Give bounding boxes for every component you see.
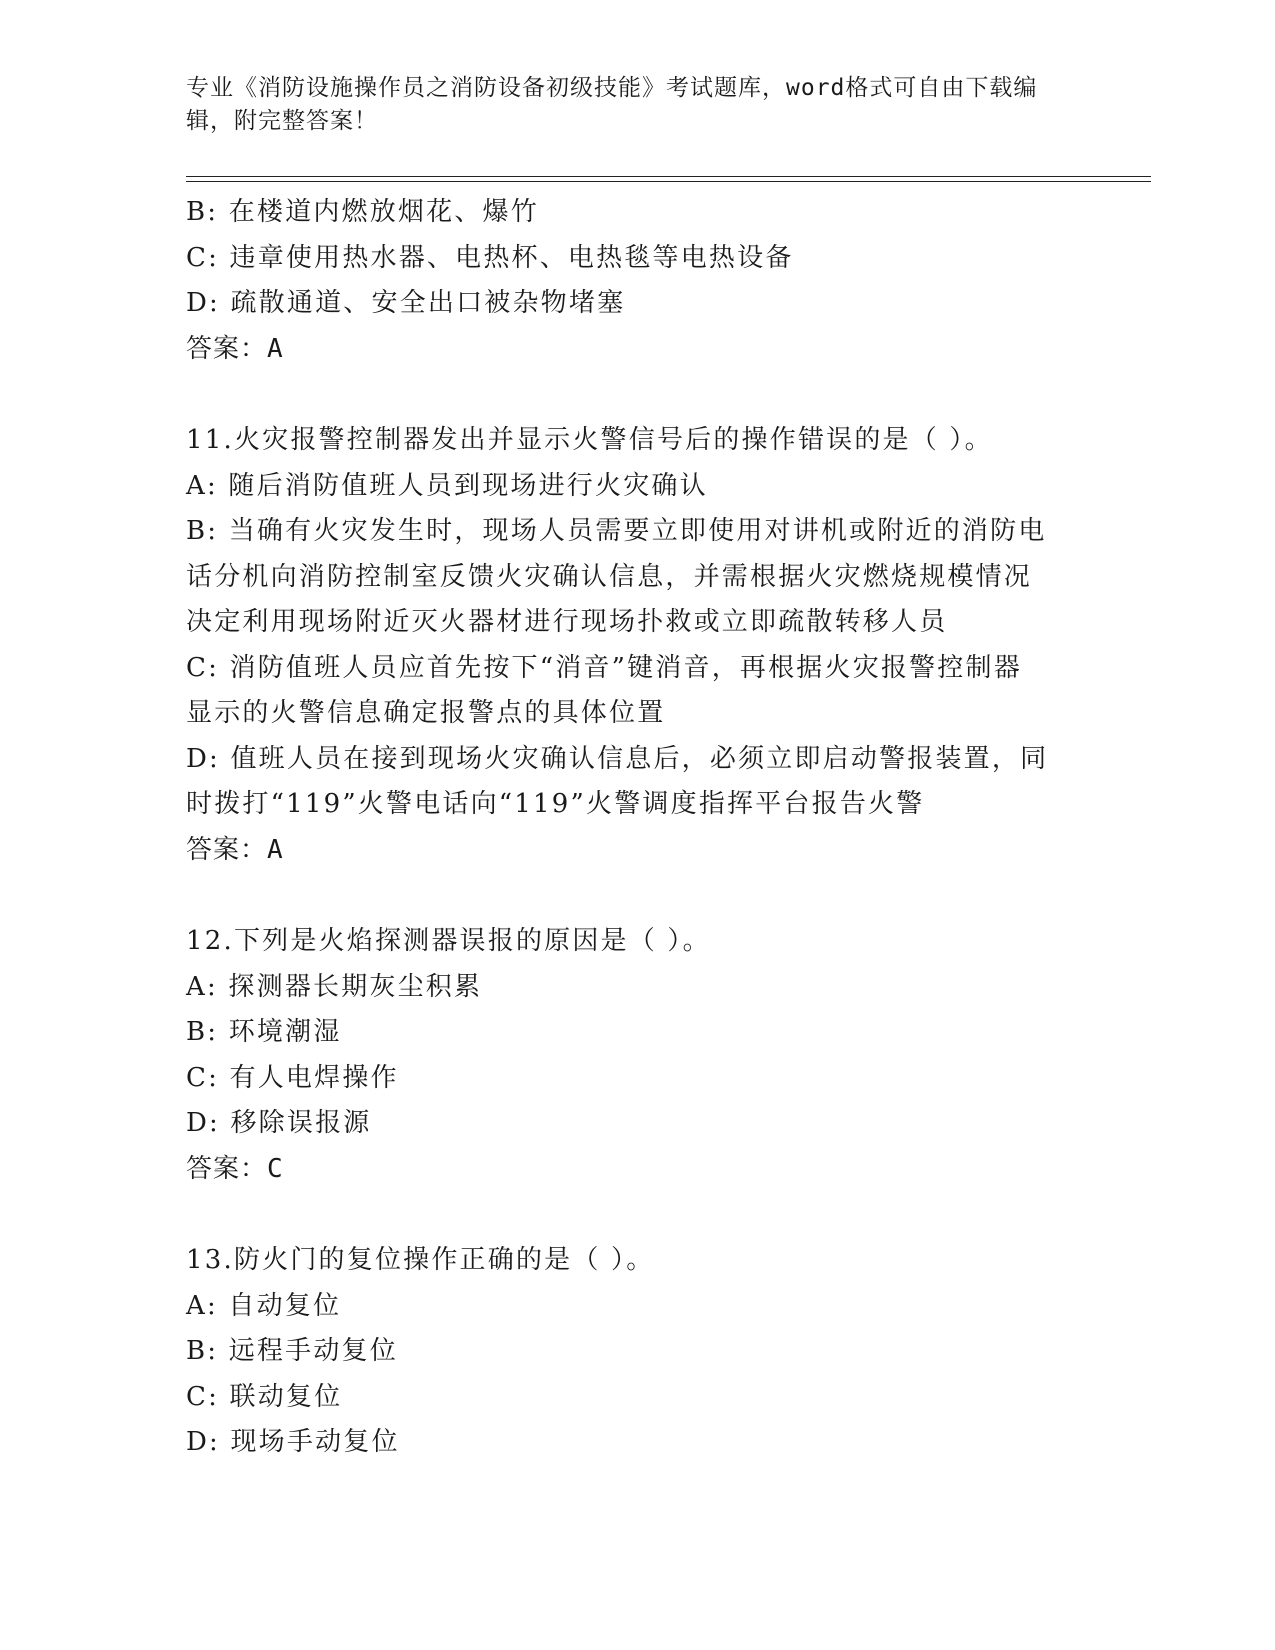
option-b-continued: 决定利用现场附近灭火器材进行现场扑救或立即疏散转移人员 [186,607,948,637]
question-12 [186,919,1076,1192]
header-rule-top [186,176,1151,177]
header-line-1: 专业《消防设施操作员之消防设备初级技能》考试题库，word格式可自由下载编 [186,75,1038,101]
answer-line: 答案：A [186,834,284,865]
option-b: B: 远程手动复位 [186,1336,398,1366]
question-11 [186,418,1076,873]
option-d-continued: 时拨打“119”火警电话向“119”火警调度指挥平台报告火警 [186,789,925,819]
option-b: B: 环境潮湿 [186,1017,342,1047]
question-stem: 13.防火门的复位操作正确的是（ ）。 [186,1245,655,1275]
spacer [186,1192,1076,1238]
answer-line: 答案：A [186,333,284,364]
option-d: D: 移除误报源 [186,1108,372,1138]
question-stem: 11.火灾报警控制器发出并显示火警信号后的操作错误的是（ ）。 [186,425,993,455]
option-b: B: 在楼道内燃放烟花、爆竹 [186,197,539,227]
option-c-continued: 显示的火警信息确定报警点的具体位置 [186,698,666,728]
option-b: B: 当确有火灾发生时，现场人员需要立即使用对讲机或附近的消防电 [186,516,1047,546]
question-content [186,190,1076,1466]
option-c: C: 联动复位 [186,1381,343,1412]
header-line-2: 辑，附完整答案！ [186,108,378,134]
question-10-tail [186,190,1076,372]
option-c: C: 有人电焊操作 [186,1062,399,1093]
answer-line: 答案：C [186,1153,284,1184]
page-header [186,72,1086,138]
option-d: D: 疏散通道、安全出口被杂物堵塞 [186,288,626,318]
question-stem: 12.下列是火焰探测器误报的原因是（ ）。 [186,926,711,956]
option-b-continued: 话分机向消防控制室反馈火灾确认信息，并需根据火灾燃烧规模情况 [186,561,1033,592]
option-a: A: 随后消防值班人员到现场进行火灾确认 [186,470,708,501]
question-13 [186,1238,1076,1466]
header-rule-bottom [186,181,1151,182]
option-d: D: 值班人员在接到现场火灾确认信息后，必须立即启动警报装置，同 [186,743,1049,774]
spacer [186,873,1076,919]
option-c: C: 违章使用热水器、电热杯、电热毯等电热设备 [186,242,794,273]
spacer [186,372,1076,418]
option-a: A: 探测器长期灰尘积累 [186,971,483,1002]
option-d: D: 现场手动复位 [186,1427,400,1457]
option-a: A: 自动复位 [186,1290,342,1321]
option-c: C: 消防值班人员应首先按下“消音”键消音，再根据火灾报警控制器 [186,652,1022,683]
